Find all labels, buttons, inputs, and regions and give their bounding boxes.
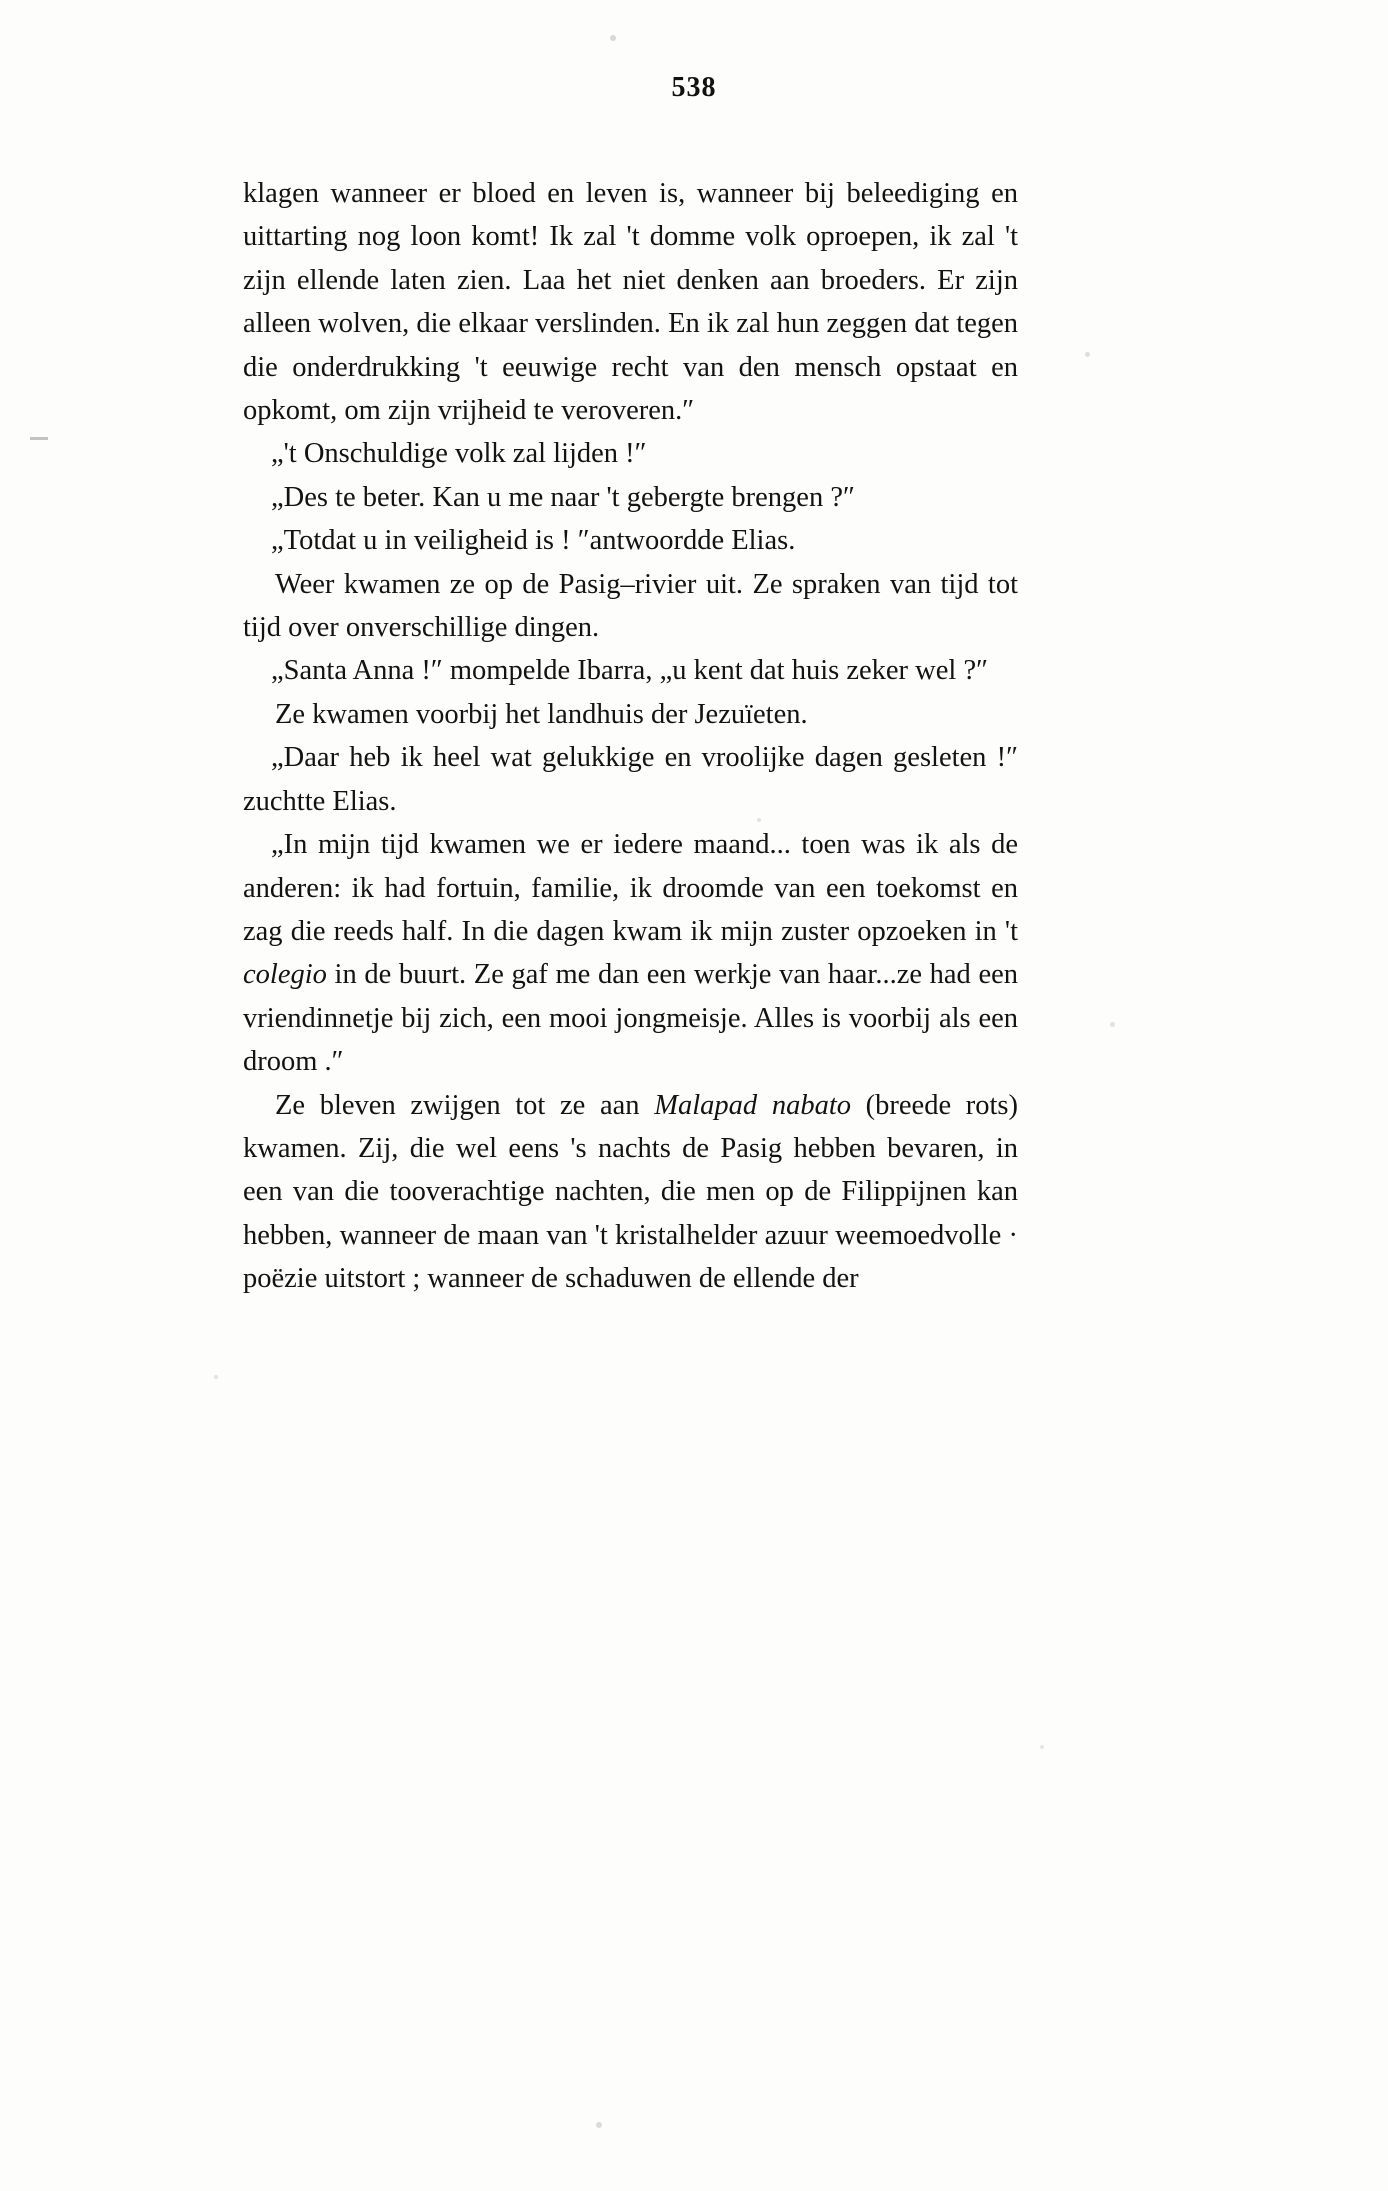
paragraph-9-part-3: in de buurt. Ze gaf me dan een werkje van haar...ze had een vriendinnetje bij zich, een mooi jongmeisje. Alles is voorbij als een droom .″: [243, 959, 1018, 1078]
paragraph-3: „Des te beter. Kan u me naar 't gebergte brengen ?″: [271, 481, 855, 513]
scan-artifact-speck: [757, 818, 761, 822]
paragraph-9-part-1: „In mijn tijd kwamen we er iedere maand... toen was ik als de anderen: ik had fortuin, familie, ik droomde van een toekomst en zag die reeds half. In die dagen kwam ik mijn zuster opzoeken in 't: [243, 829, 1018, 947]
scan-artifact-speck: [214, 1375, 218, 1379]
scan-artifact-speck: [596, 2122, 602, 2128]
scan-artifact-speck: [1040, 1745, 1044, 1749]
paragraph-10: [243, 1084, 1018, 1301]
paragraph-9: [243, 823, 1018, 1083]
body-text-column: [243, 172, 1018, 1301]
paragraph-6: „Santa Anna !″ mompelde Ibarra, „u kent dat huis zeker wel ?″: [271, 655, 988, 687]
paragraph-10-italic-malapad-nabato: Malapad nabato: [654, 1089, 851, 1121]
scan-artifact-speck: [610, 35, 616, 41]
page-number: 538: [671, 72, 717, 103]
paragraph-7: Ze kwamen voorbij het landhuis der Jezuïeten.: [275, 698, 808, 730]
paragraph-9-italic-colegio: colegio: [243, 959, 327, 991]
paragraph-2: „'t Onschuldige volk zal lijden !″: [271, 438, 647, 470]
paragraph-10-part-3: (breede rots) kwamen. Zij, die wel eens 's nachts de Pasig hebben bevaren, in een van die tooverachtige nachten, die men op de Filippijnen kan hebben, wanneer de maan van 't kristalhelder azuur weemoedvolle · poëzie uitstort ; wanneer de schaduwen de ellende der: [243, 1089, 1019, 1295]
paragraph-5: Weer kwamen ze op de Pasig–rivier uit. Ze spraken van tijd tot tijd over onverschillige dingen.: [243, 568, 1018, 644]
scan-artifact-speck: [1110, 1022, 1115, 1027]
scan-artifact-speck: [1085, 352, 1090, 357]
paragraph-8: „Daar heb ik heel wat gelukkige en vroolijke dagen gesleten !″ zuchtte Elias.: [243, 742, 1018, 817]
paragraph-4: „Totdat u in veiligheid is ! ″antwoordde Elias.: [271, 525, 796, 557]
paragraph-10-part-1: Ze bleven zwijgen tot ze aan: [275, 1089, 655, 1121]
paragraph-1: klagen wanneer er bloed en leven is, wanneer bij beleediging en uittarting nog loon komt! Ik zal 't domme volk oproepen, ik zal 't zijn ellende laten zien. Laa het niet denken aan broeders. Er zijn alleen wolven, die elkaar verslinden. En ik zal hun zeggen dat tegen die onderdrukking 't eeuwige recht van den mensch opstaat en opkomt, om zijn vrijheid te veroveren.″: [243, 178, 1018, 427]
scan-artifact-dash: [30, 437, 48, 440]
